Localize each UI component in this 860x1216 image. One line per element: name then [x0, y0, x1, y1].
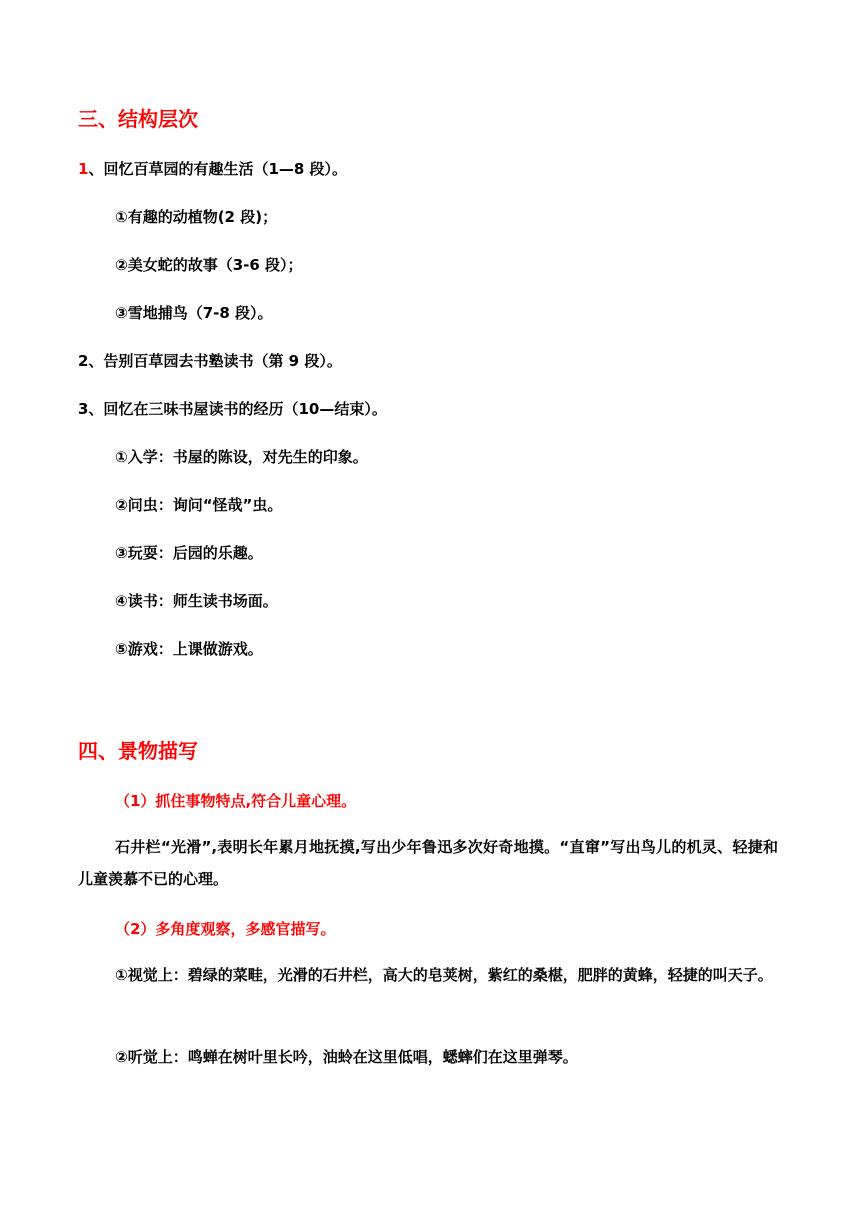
- sub-list-item: ②美女蛇的故事（3-6 段）；: [115, 256, 303, 274]
- list-number: 1: [78, 160, 89, 178]
- list-item: 2、告别百草园去书塾读书（第 9 段）。: [78, 352, 342, 370]
- sub-list-item: ③雪地捕鸟（7-8 段）。: [115, 304, 273, 322]
- sub-list-item: ①入学：书屋的陈设，对先生的印象。: [115, 448, 368, 466]
- sub-list-item: ②问虫：询问“怪哉”虫。: [115, 496, 283, 514]
- list-item: [78, 158, 347, 179]
- section-heading-structure: 三、结构层次: [78, 107, 198, 131]
- sub-list-item: ①有趣的动植物(2 段)；: [115, 208, 278, 226]
- paragraph: ①视觉上：碧绿的菜畦，光滑的石井栏，高大的皂荚树，紫红的桑椹，肥胖的黄蜂，轻捷的叫天子。: [115, 966, 773, 984]
- point-heading: （2）多角度观察，多感官描写。: [115, 920, 336, 938]
- section-heading-scenery: 四、景物描写: [78, 739, 198, 763]
- paragraph: 石井栏“光滑”,表明长年累月地抚摸,写出少年鲁迅多次好奇地摸。“直窜”写出鸟儿的机灵、轻捷和儿童羡慕不已的心理。: [78, 838, 778, 888]
- point-heading: （1）抓住事物特点,符合儿童心理。: [115, 792, 357, 810]
- paragraph: ②听觉上：鸣蝉在树叶里长吟，油蛉在这里低唱，蟋蟀们在这里弹琴。: [115, 1048, 578, 1066]
- list-item-text: 、回忆百草园的有趣生活（1—8 段）。: [88, 160, 348, 178]
- sub-list-item: ④读书：师生读书场面。: [115, 592, 278, 610]
- list-item: 3、回忆在三味书屋读书的经历（10—结束）。: [78, 400, 387, 418]
- sub-list-item: ⑤游戏：上课做游戏。: [115, 640, 263, 658]
- sub-list-item: ③玩耍：后园的乐趣。: [115, 544, 263, 562]
